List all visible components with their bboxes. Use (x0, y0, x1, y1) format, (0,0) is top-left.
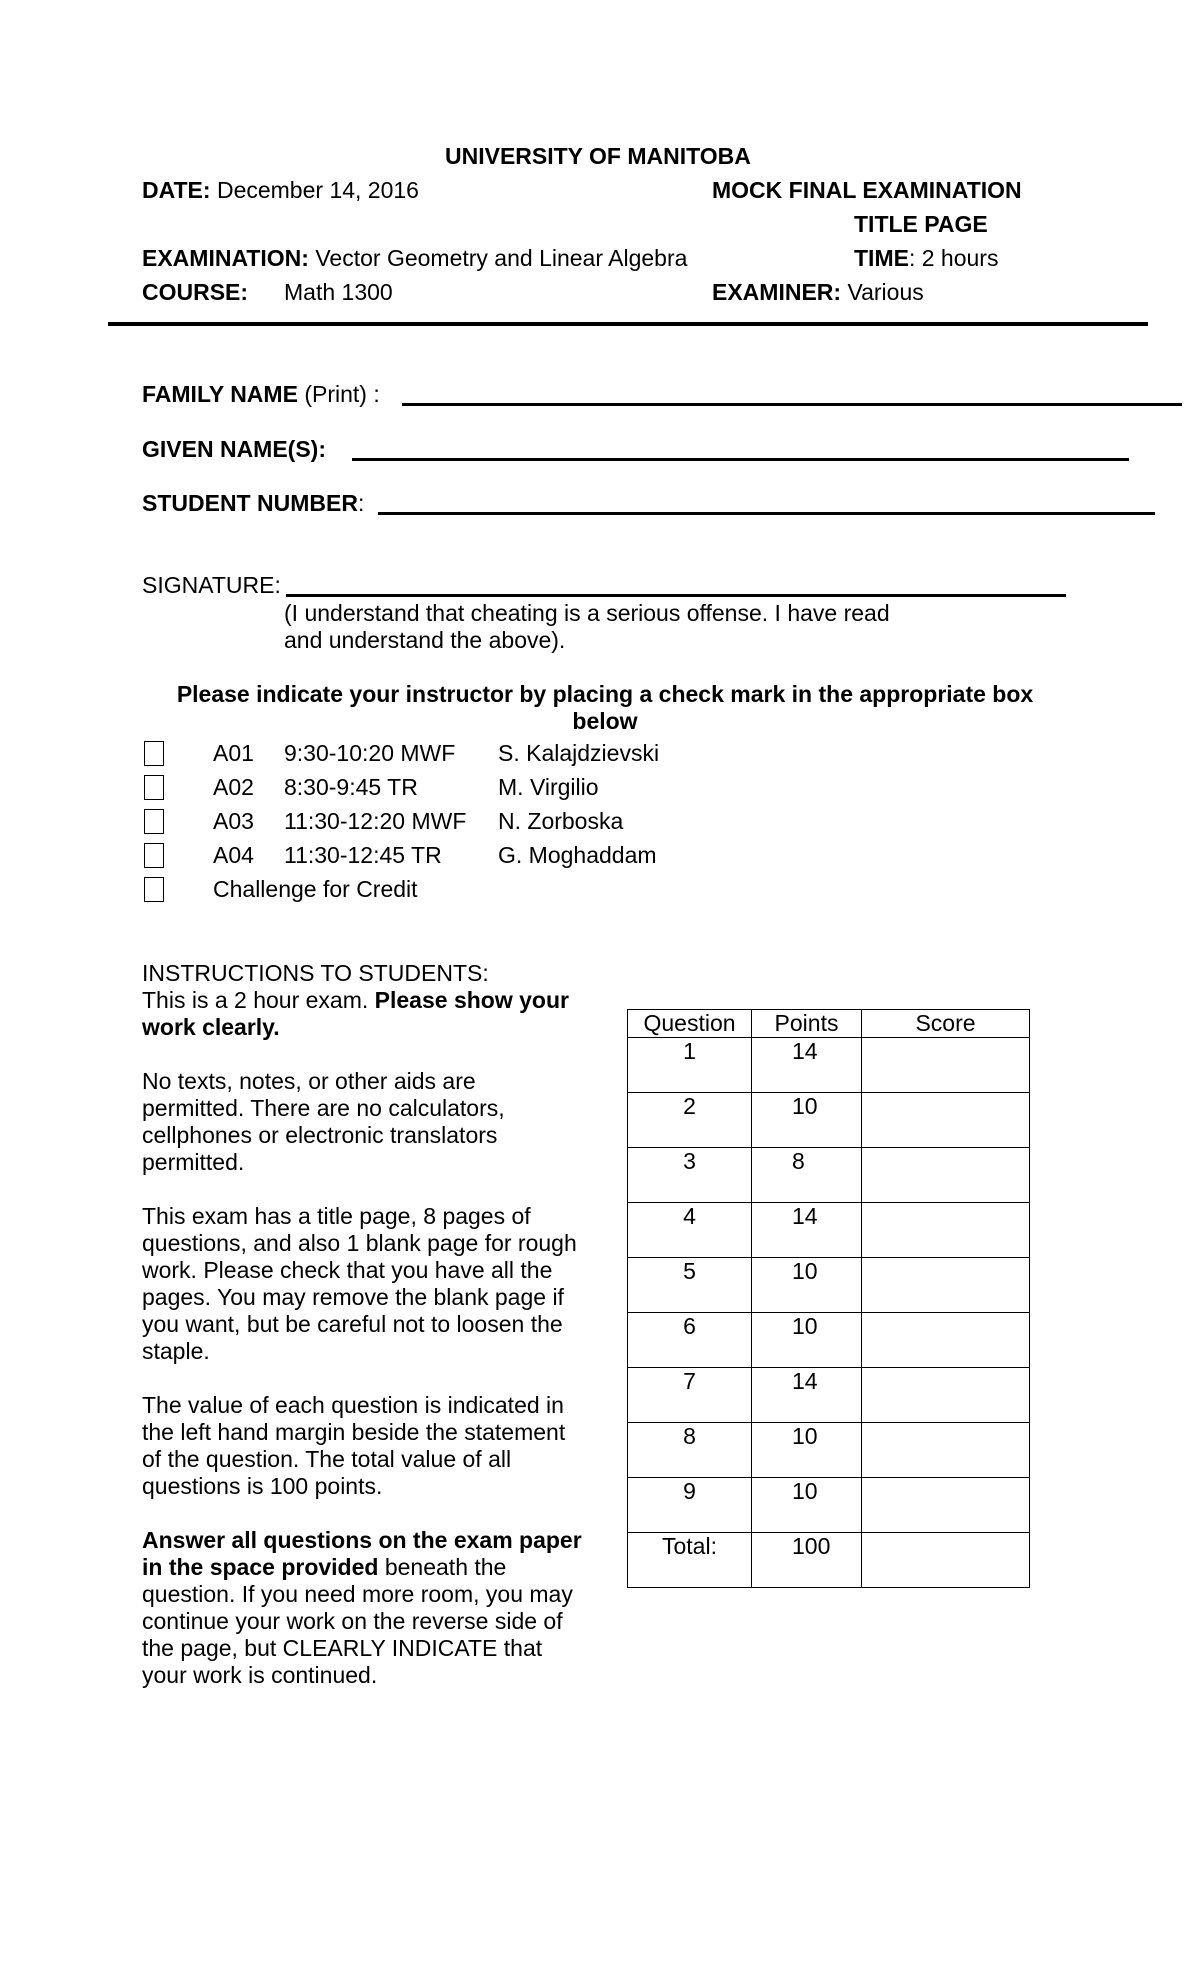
instructions-paragraph-4: The value of each question is indicated in the left hand margin beside the statement of the question. The total value of all questions is 100 points. (142, 1392, 566, 1499)
date-line (142, 177, 419, 204)
table-row (628, 1313, 1030, 1368)
total-score-cell[interactable] (862, 1533, 1030, 1588)
instructions-paragraph-3: This exam has a title page, 8 pages of questions, and also 1 blank page for rough work. Please check that you have all the pages. You may remove the blank page if you want, but be careful not to loosen the staple. (142, 1203, 577, 1364)
examiner-label: EXAMINER: (712, 279, 842, 305)
instructor-prompt-line1: Please indicate your instructor by placing a check mark in the appropriate box (176, 681, 1034, 707)
exam-type: MOCK FINAL EXAMINATION (712, 177, 1022, 203)
question-points: 14 (752, 1203, 862, 1258)
table-row (628, 1038, 1030, 1093)
signature-label: SIGNATURE: (142, 572, 281, 598)
course-line (142, 279, 248, 306)
question-number: 6 (628, 1313, 752, 1368)
question-number: 4 (628, 1203, 752, 1258)
examination-line (142, 245, 687, 272)
total-label: Total: (628, 1533, 752, 1588)
table-row (628, 1093, 1030, 1148)
section-a01-checkbox[interactable] (144, 741, 164, 766)
score-table-header (628, 1010, 1030, 1038)
question-number: 3 (628, 1148, 752, 1203)
section-time: 11:30-12:45 TR (284, 842, 442, 868)
time-label: TIME (854, 245, 909, 271)
header-points: Points (752, 1010, 862, 1038)
given-names-label: GIVEN NAME(S): (142, 436, 326, 462)
section-code: A03 (213, 808, 254, 834)
signature-note-line2: and understand the above). (284, 627, 566, 653)
score-cell[interactable] (862, 1478, 1030, 1533)
total-points: 100 (752, 1533, 862, 1588)
student-number-field[interactable] (378, 512, 1155, 515)
examiner-value: Various (847, 279, 924, 305)
instructor-prompt-line2: below (572, 708, 638, 734)
instructions-p1-emphasis: Please show your work clearly. (142, 987, 569, 1040)
question-number: 1 (628, 1038, 752, 1093)
section-code: A02 (213, 774, 254, 800)
score-cell[interactable] (862, 1093, 1030, 1148)
question-points: 10 (752, 1313, 862, 1368)
section-instructor: N. Zorboska (498, 808, 624, 834)
student-number-label: STUDENT NUMBER (142, 490, 358, 516)
question-number: 8 (628, 1423, 752, 1478)
question-points: 8 (752, 1148, 862, 1203)
date-value: December 14, 2016 (216, 177, 419, 203)
challenge-checkbox[interactable] (144, 877, 164, 902)
table-row (628, 1478, 1030, 1533)
instructions-paragraph-2: No texts, notes, or other aids are permitted. There are no calculators, cellphones or electronic translators permitted. (142, 1068, 505, 1175)
table-row (628, 1148, 1030, 1203)
section-a03-checkbox[interactable] (144, 809, 164, 834)
score-cell[interactable] (862, 1423, 1030, 1478)
section-instructor: G. Moghaddam (498, 842, 657, 868)
given-names-field[interactable] (352, 458, 1129, 461)
question-number: 9 (628, 1478, 752, 1533)
question-number: 5 (628, 1258, 752, 1313)
examiner-line (712, 279, 924, 306)
time-value: : 2 hours (908, 245, 999, 271)
table-row (628, 1258, 1030, 1313)
total-row (628, 1533, 1030, 1588)
score-cell[interactable] (862, 1038, 1030, 1093)
instructions-p1-text: This is a 2 hour exam. (142, 987, 375, 1013)
family-name-label-line (142, 381, 380, 408)
score-cell[interactable] (862, 1368, 1030, 1423)
time-line (854, 245, 998, 272)
table-row (628, 1423, 1030, 1478)
header-question: Question (628, 1010, 752, 1038)
page-label: TITLE PAGE (854, 211, 988, 237)
section-instructor: S. Kalajdzievski (498, 740, 660, 766)
score-table (627, 1009, 1030, 1588)
signature-note-line1: (I understand that cheating is a serious offense. I have read (284, 600, 890, 626)
question-points: 14 (752, 1038, 862, 1093)
score-cell[interactable] (862, 1313, 1030, 1368)
header-divider (108, 322, 1148, 326)
examination-value: Vector Geometry and Linear Algebra (315, 245, 688, 271)
question-number: 7 (628, 1368, 752, 1423)
family-name-label: FAMILY NAME (142, 381, 298, 407)
question-points: 14 (752, 1368, 862, 1423)
section-time: 8:30-9:45 TR (284, 774, 418, 800)
instructions-p5-emphasis: Answer all questions on the exam paper in the space provided (142, 1527, 582, 1580)
question-points: 10 (752, 1258, 862, 1313)
family-name-field[interactable] (402, 403, 1182, 406)
examination-label: EXAMINATION: (142, 245, 309, 271)
table-row (628, 1203, 1030, 1258)
university-title: UNIVERSITY OF MANITOBA (445, 143, 751, 169)
section-code: A01 (213, 740, 254, 766)
instructions-paragraph-5 (142, 1527, 582, 1689)
instructions-p5-text: beneath the question. If you need more room, you may continue your work on the reverse side of the page, but CLEARLY INDICATE that your work is continued. (142, 1554, 573, 1688)
section-time: 11:30-12:20 MWF (284, 808, 467, 834)
course-value: Math 1300 (284, 279, 393, 305)
score-cell[interactable] (862, 1148, 1030, 1203)
instructions-paragraph-1 (142, 987, 582, 1041)
table-row (628, 1368, 1030, 1423)
question-number: 2 (628, 1093, 752, 1148)
instructions-heading: INSTRUCTIONS TO STUDENTS: (142, 960, 489, 986)
header-score: Score (862, 1010, 1030, 1038)
student-number-colon: : (357, 490, 365, 516)
section-a02-checkbox[interactable] (144, 775, 164, 800)
score-cell[interactable] (862, 1258, 1030, 1313)
score-cell[interactable] (862, 1203, 1030, 1258)
question-points: 10 (752, 1093, 862, 1148)
date-label: DATE: (142, 177, 211, 203)
course-label: COURSE: (142, 279, 249, 305)
family-name-hint: (Print) : (304, 381, 380, 407)
section-a04-checkbox[interactable] (144, 843, 164, 868)
signature-field[interactable] (286, 594, 1066, 597)
question-points: 10 (752, 1478, 862, 1533)
section-instructor: M. Virgilio (498, 774, 599, 800)
section-time: 9:30-10:20 MWF (284, 740, 456, 766)
student-number-label-line (142, 490, 364, 517)
section-code: A04 (213, 842, 254, 868)
question-points: 10 (752, 1423, 862, 1478)
challenge-label: Challenge for Credit (213, 876, 418, 902)
